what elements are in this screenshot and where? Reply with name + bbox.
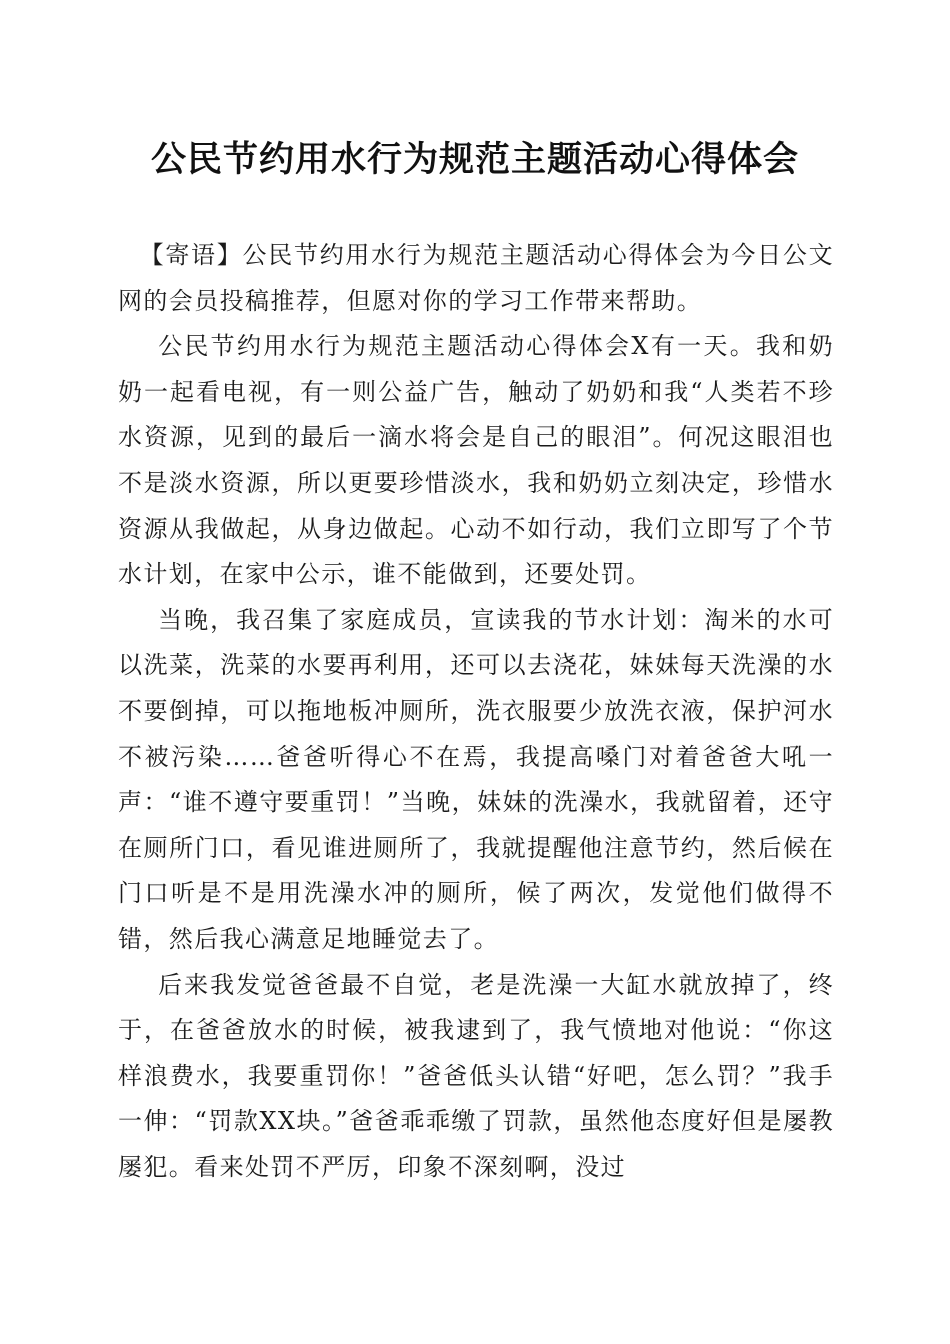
paragraph: 公民节约用水行为规范主题活动心得体会X有一天。我和奶奶一起看电视，有一则公益广告，触动了奶奶和我“人类若不珍水资源，见到的最后一滴水将会是自己的眼泪”。何况这眼泪也不是淡水资源，所以更要珍惜淡水，我和奶奶立刻决定，珍惜水资源从我做起，从身边做起。心动不如行动，我们立即写了个节水计划，在家中公示，谁不能做到，还要处罚。: [118, 332, 834, 589]
paragraph: 后来我发觉爸爸最不自觉，老是洗澡一大缸水就放掉了，终于，在爸爸放水的时候，被我逮到了，我气愤地对他说：“你这样浪费水，我要重罚你！”爸爸低头认错“好吧，怎么罚？”我手一伸：“罚款XX块。”爸爸乖乖缴了罚款，虽然他态度好但是屡教屡犯。看来处罚不严厉，印象不深刻啊，没过: [118, 970, 834, 1181]
paragraph: 当晚，我召集了家庭成员，宣读我的节水计划：淘米的水可以洗菜，洗菜的水要再利用，还可以去浇花，妹妹每天洗澡的水不要倒掉，可以拖地板冲厕所，洗衣服要少放洗衣液，保护河水不被污染……爸爸听得心不在焉，我提高嗓门对着爸爸大吼一声：“谁不遵守要重罚！”当晚，妹妹的洗澡水，我就留着，还守在厕所门口，看见谁进厕所了，我就提醒他注意节约，然后候在门口听是不是用洗澡水冲的厕所，候了两次，发觉他们做得不错，然后我心满意足地睡觉去了。: [118, 605, 834, 953]
document-body: [118, 233, 834, 1190]
page-title: 公民节约用水行为规范主题活动心得体会: [150, 139, 799, 180]
paragraph-foreword: 【寄语】公民节约用水行为规范主题活动心得体会为今日公文网的会员投稿推荐，但愿对你的学习工作带来帮助。: [118, 241, 834, 315]
